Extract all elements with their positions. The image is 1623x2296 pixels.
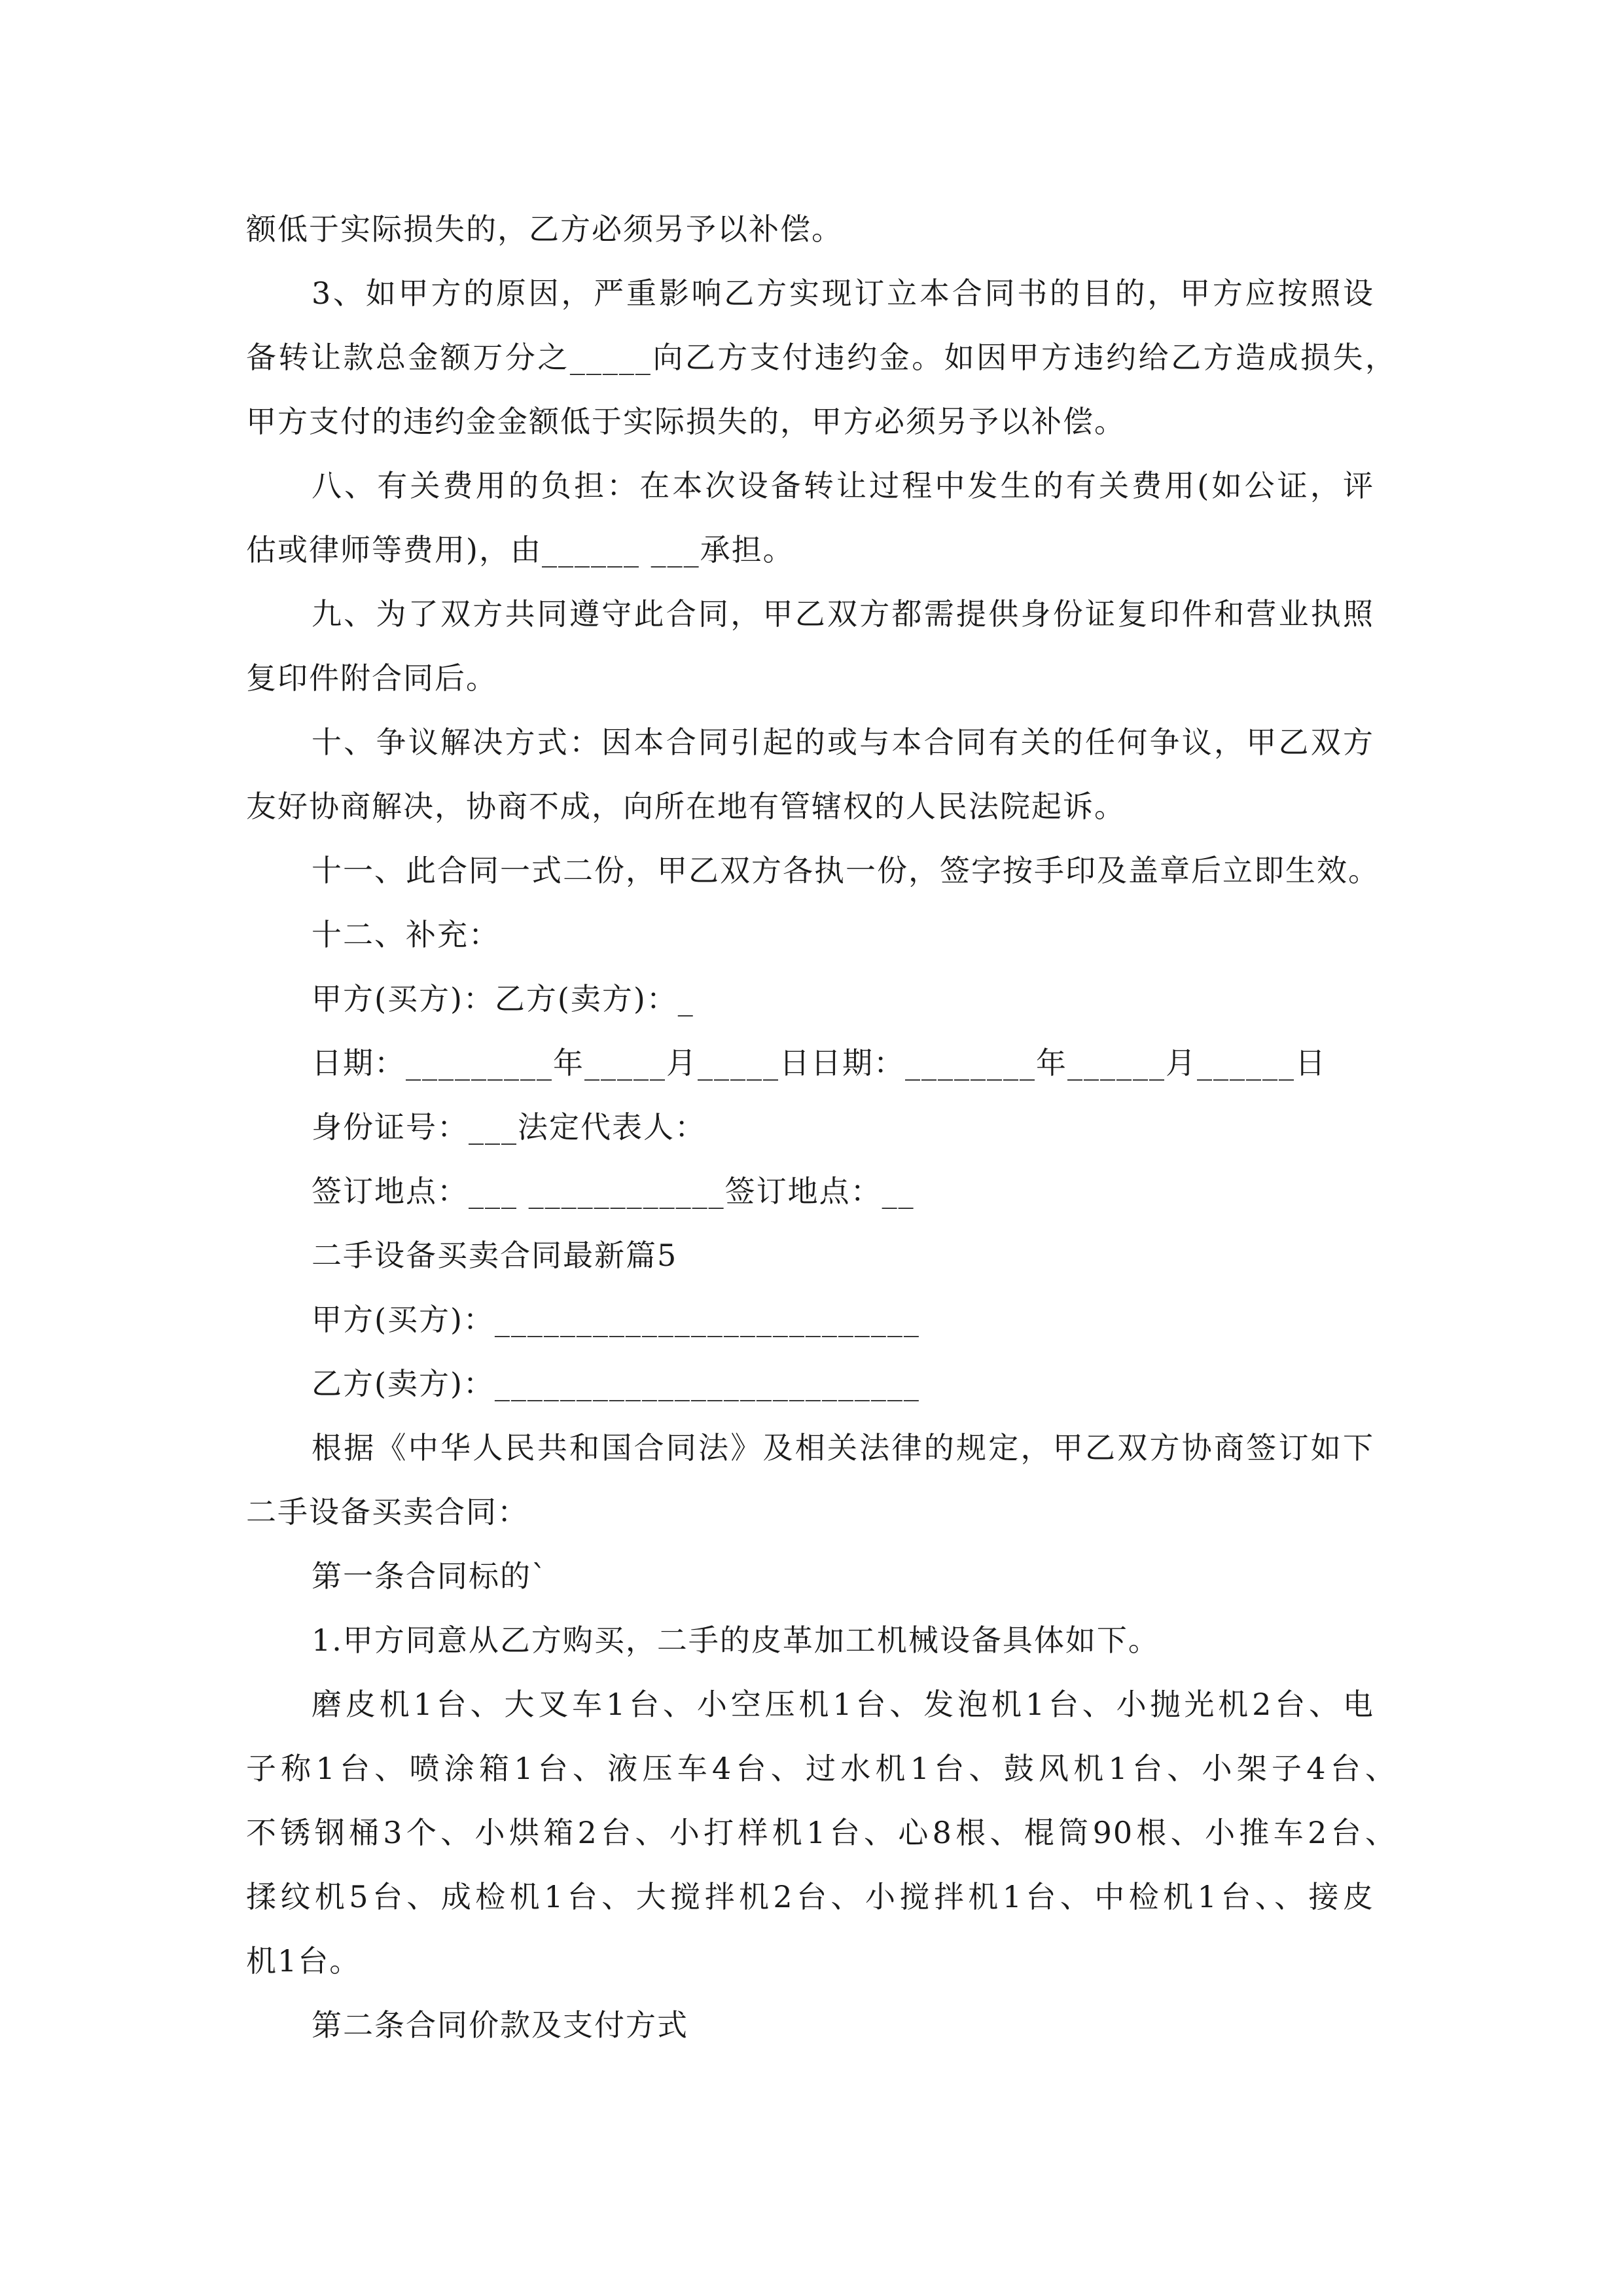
section-title: 二手设备买卖合同最新篇5 [312,1238,678,1273]
signature-place-line: 签订地点：___ ____________签订地点：__ [312,1174,915,1209]
equipment-list-line: 子称1台、喷涂箱1台、液压车4台、过水机1台、鼓风机1台、小架子4台、 [246,1751,1397,1786]
party-a-line: 甲方(买方)：__________________________ [312,1302,920,1337]
text-line: 3、如甲方的原因，严重影响乙方实现订立本合同书的目的，甲方应按照设 [312,276,1374,311]
text-line: 八、有关费用的负担：在本次设备转让过程中发生的有关费用(如公证，评 [312,468,1374,503]
signature-date-line: 日期：_________年_____月_____日日期：________年______月______日 [312,1045,1327,1081]
article-heading: 第二条合同价款及支付方式 [312,2007,688,2043]
text-line: 十、争议解决方式：因本合同引起的或与本合同有关的任何争议，甲乙双方 [312,725,1374,760]
text-line: 估或律师等费用)，由______ ___承担。 [246,532,794,567]
equipment-list-line: 不锈钢桶3个、小烘箱2台、小打样机1台、心8根、棍筒90根、小推车2台、 [246,1815,1397,1850]
text-line: 额低于实际损失的，乙方必须另予以补偿。 [246,211,843,247]
equipment-list-line: 揉纹机5台、成检机1台、大搅拌机2台、小搅拌机1台、中检机1台、、接皮 [246,1879,1374,1914]
signature-id-line: 身份证号：___法定代表人： [312,1109,706,1145]
text-line: 根据《中华人民共和国合同法》及相关法律的规定，甲乙双方协商签订如下 [312,1430,1374,1465]
text-line: 九、为了双方共同遵守此合同，甲乙双方都需提供身份证复印件和营业执照 [312,596,1374,632]
text-line: 十二、补充： [312,917,500,952]
equipment-list-line: 磨皮机1台、大叉车1台、小空压机1台、发泡机1台、小抛光机2台、电 [312,1687,1374,1722]
article-heading: 第一条合同标的` [312,1558,548,1594]
equipment-list-line: 机1台。 [246,1943,361,1979]
text-line: 二手设备买卖合同： [246,1494,529,1530]
text-line: 1.甲方同意从乙方购买，二手的皮革加工机械设备具体如下。 [312,1623,1160,1658]
text-line: 备转让款总金额万分之_____向乙方支付违约金。如因甲方违约给乙方造成损失， [246,340,1397,375]
party-b-line: 乙方(卖方)：__________________________ [312,1366,920,1401]
text-line: 复印件附合同后。 [246,660,497,696]
text-line: 甲方支付的违约金金额低于实际损失的，甲方必须另予以补偿。 [246,404,1126,439]
text-line: 十一、此合同一式二份，甲乙双方各执一份，签字按手印及盖章后立即生效。 [312,853,1380,888]
text-line: 友好协商解决，协商不成，向所在地有管辖权的人民法院起诉。 [246,789,1126,824]
signature-party-line: 甲方(买方)：乙方(卖方)：_ [312,981,694,1016]
